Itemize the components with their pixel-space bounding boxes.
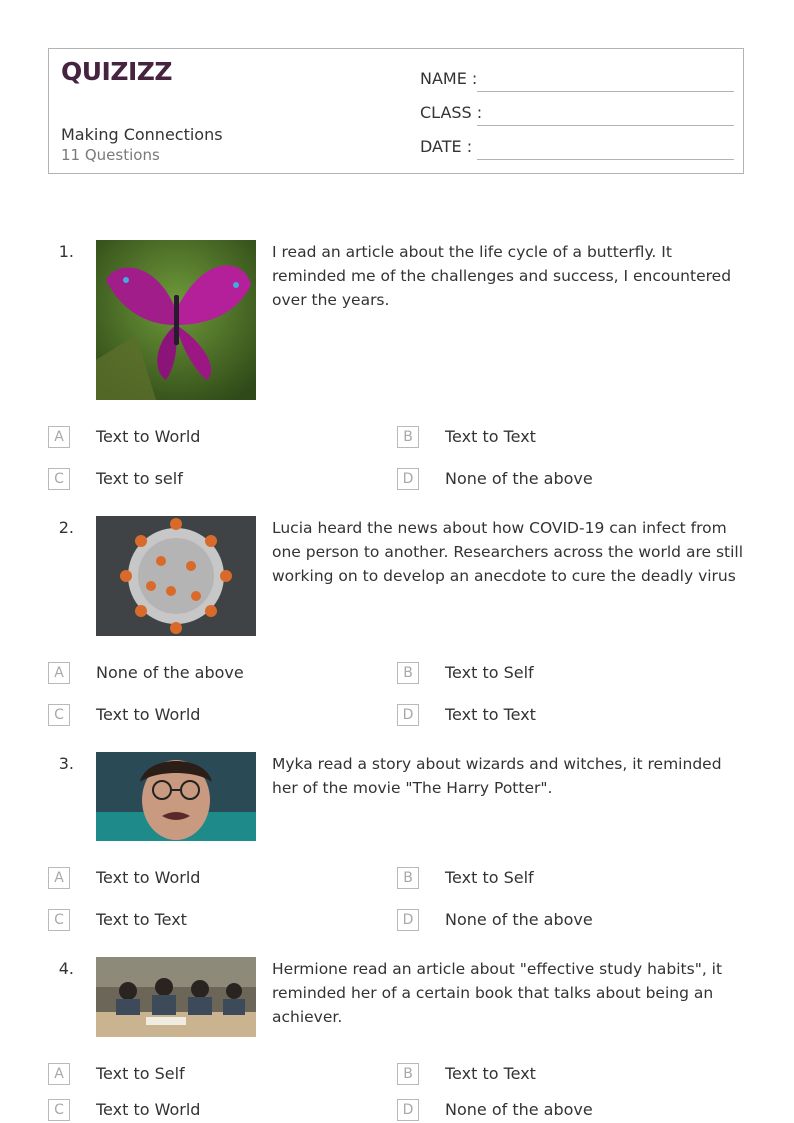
option-a[interactable]	[48, 426, 378, 450]
date-label: DATE :	[420, 137, 473, 156]
worksheet-title: Making Connections	[61, 125, 223, 144]
option-letter: A	[48, 426, 70, 448]
option-letter: B	[397, 662, 419, 684]
option-d[interactable]	[397, 468, 727, 492]
class-line	[477, 125, 734, 126]
option-c[interactable]	[48, 704, 378, 728]
worksheet-header	[48, 48, 744, 174]
class-field[interactable]	[420, 103, 734, 127]
option-letter: A	[48, 1063, 70, 1085]
option-c[interactable]	[48, 909, 378, 933]
quizizz-logo: QUIZIZZ	[61, 57, 173, 86]
option-a[interactable]	[48, 662, 378, 686]
question-text: I read an article about the life cycle of a butterfly. It reminded me of the challenges and success, I encountered over the years.	[272, 243, 732, 309]
option-letter: B	[397, 867, 419, 889]
question-text: Lucia heard the news about how COVID-19 can infect from one person to another. Researchers across the world are still working on to develop an anecdote to cure the deadly virus	[272, 519, 744, 585]
option-letter: D	[397, 468, 419, 490]
option-letter: A	[48, 662, 70, 684]
students-studying-image	[96, 957, 256, 1037]
option-d[interactable]	[397, 1099, 727, 1123]
option-letter: B	[397, 426, 419, 448]
question-number: 4.	[58, 959, 74, 978]
option-b[interactable]	[397, 867, 727, 891]
option-b[interactable]	[397, 662, 727, 686]
question-number: 3.	[58, 754, 74, 773]
option-text: Text to World	[96, 1100, 201, 1119]
question-text: Hermione read an article about "effective study habits", it reminded her of a certain book that talks about being an achiever.	[272, 960, 723, 1026]
option-c[interactable]	[48, 468, 378, 492]
option-c[interactable]	[48, 1099, 378, 1123]
option-text: Text to Text	[445, 1064, 536, 1083]
option-text: Text to self	[96, 469, 183, 488]
option-b[interactable]	[397, 1063, 727, 1087]
option-letter: C	[48, 468, 70, 490]
option-letter: A	[48, 867, 70, 889]
option-text: None of the above	[445, 1100, 593, 1119]
option-letter: B	[397, 1063, 419, 1085]
harry-potter-image	[96, 752, 256, 841]
option-letter: D	[397, 909, 419, 931]
option-text: None of the above	[96, 663, 244, 682]
option-b[interactable]	[397, 426, 727, 450]
option-text: Text to World	[96, 427, 201, 446]
option-letter: D	[397, 1099, 419, 1121]
option-text: None of the above	[445, 469, 593, 488]
question-number: 2.	[58, 518, 74, 537]
option-letter: C	[48, 704, 70, 726]
option-text: Text to Self	[445, 663, 534, 682]
option-text: Text to Text	[96, 910, 187, 929]
option-a[interactable]	[48, 1063, 378, 1087]
butterfly-image	[96, 240, 256, 400]
question-number: 1.	[58, 242, 74, 261]
option-text: Text to Self	[445, 868, 534, 887]
virus-image	[96, 516, 256, 636]
option-letter: C	[48, 1099, 70, 1121]
name-label: NAME :	[420, 69, 478, 88]
option-a[interactable]	[48, 867, 378, 891]
name-line	[477, 91, 734, 92]
option-text: Text to World	[96, 705, 201, 724]
date-field[interactable]	[420, 137, 734, 161]
option-text: Text to Text	[445, 427, 536, 446]
option-text: None of the above	[445, 910, 593, 929]
date-line	[477, 159, 734, 160]
option-letter: C	[48, 909, 70, 931]
option-text: Text to Self	[96, 1064, 185, 1083]
class-label: CLASS :	[420, 103, 483, 122]
option-d[interactable]	[397, 909, 727, 933]
option-letter: D	[397, 704, 419, 726]
question-count: 11 Questions	[61, 146, 160, 164]
name-field[interactable]	[420, 69, 734, 93]
option-d[interactable]	[397, 704, 727, 728]
option-text: Text to World	[96, 868, 201, 887]
option-text: Text to Text	[445, 705, 536, 724]
question-text: Myka read a story about wizards and witches, it reminded her of the movie "The Harry Potter".	[272, 755, 722, 797]
